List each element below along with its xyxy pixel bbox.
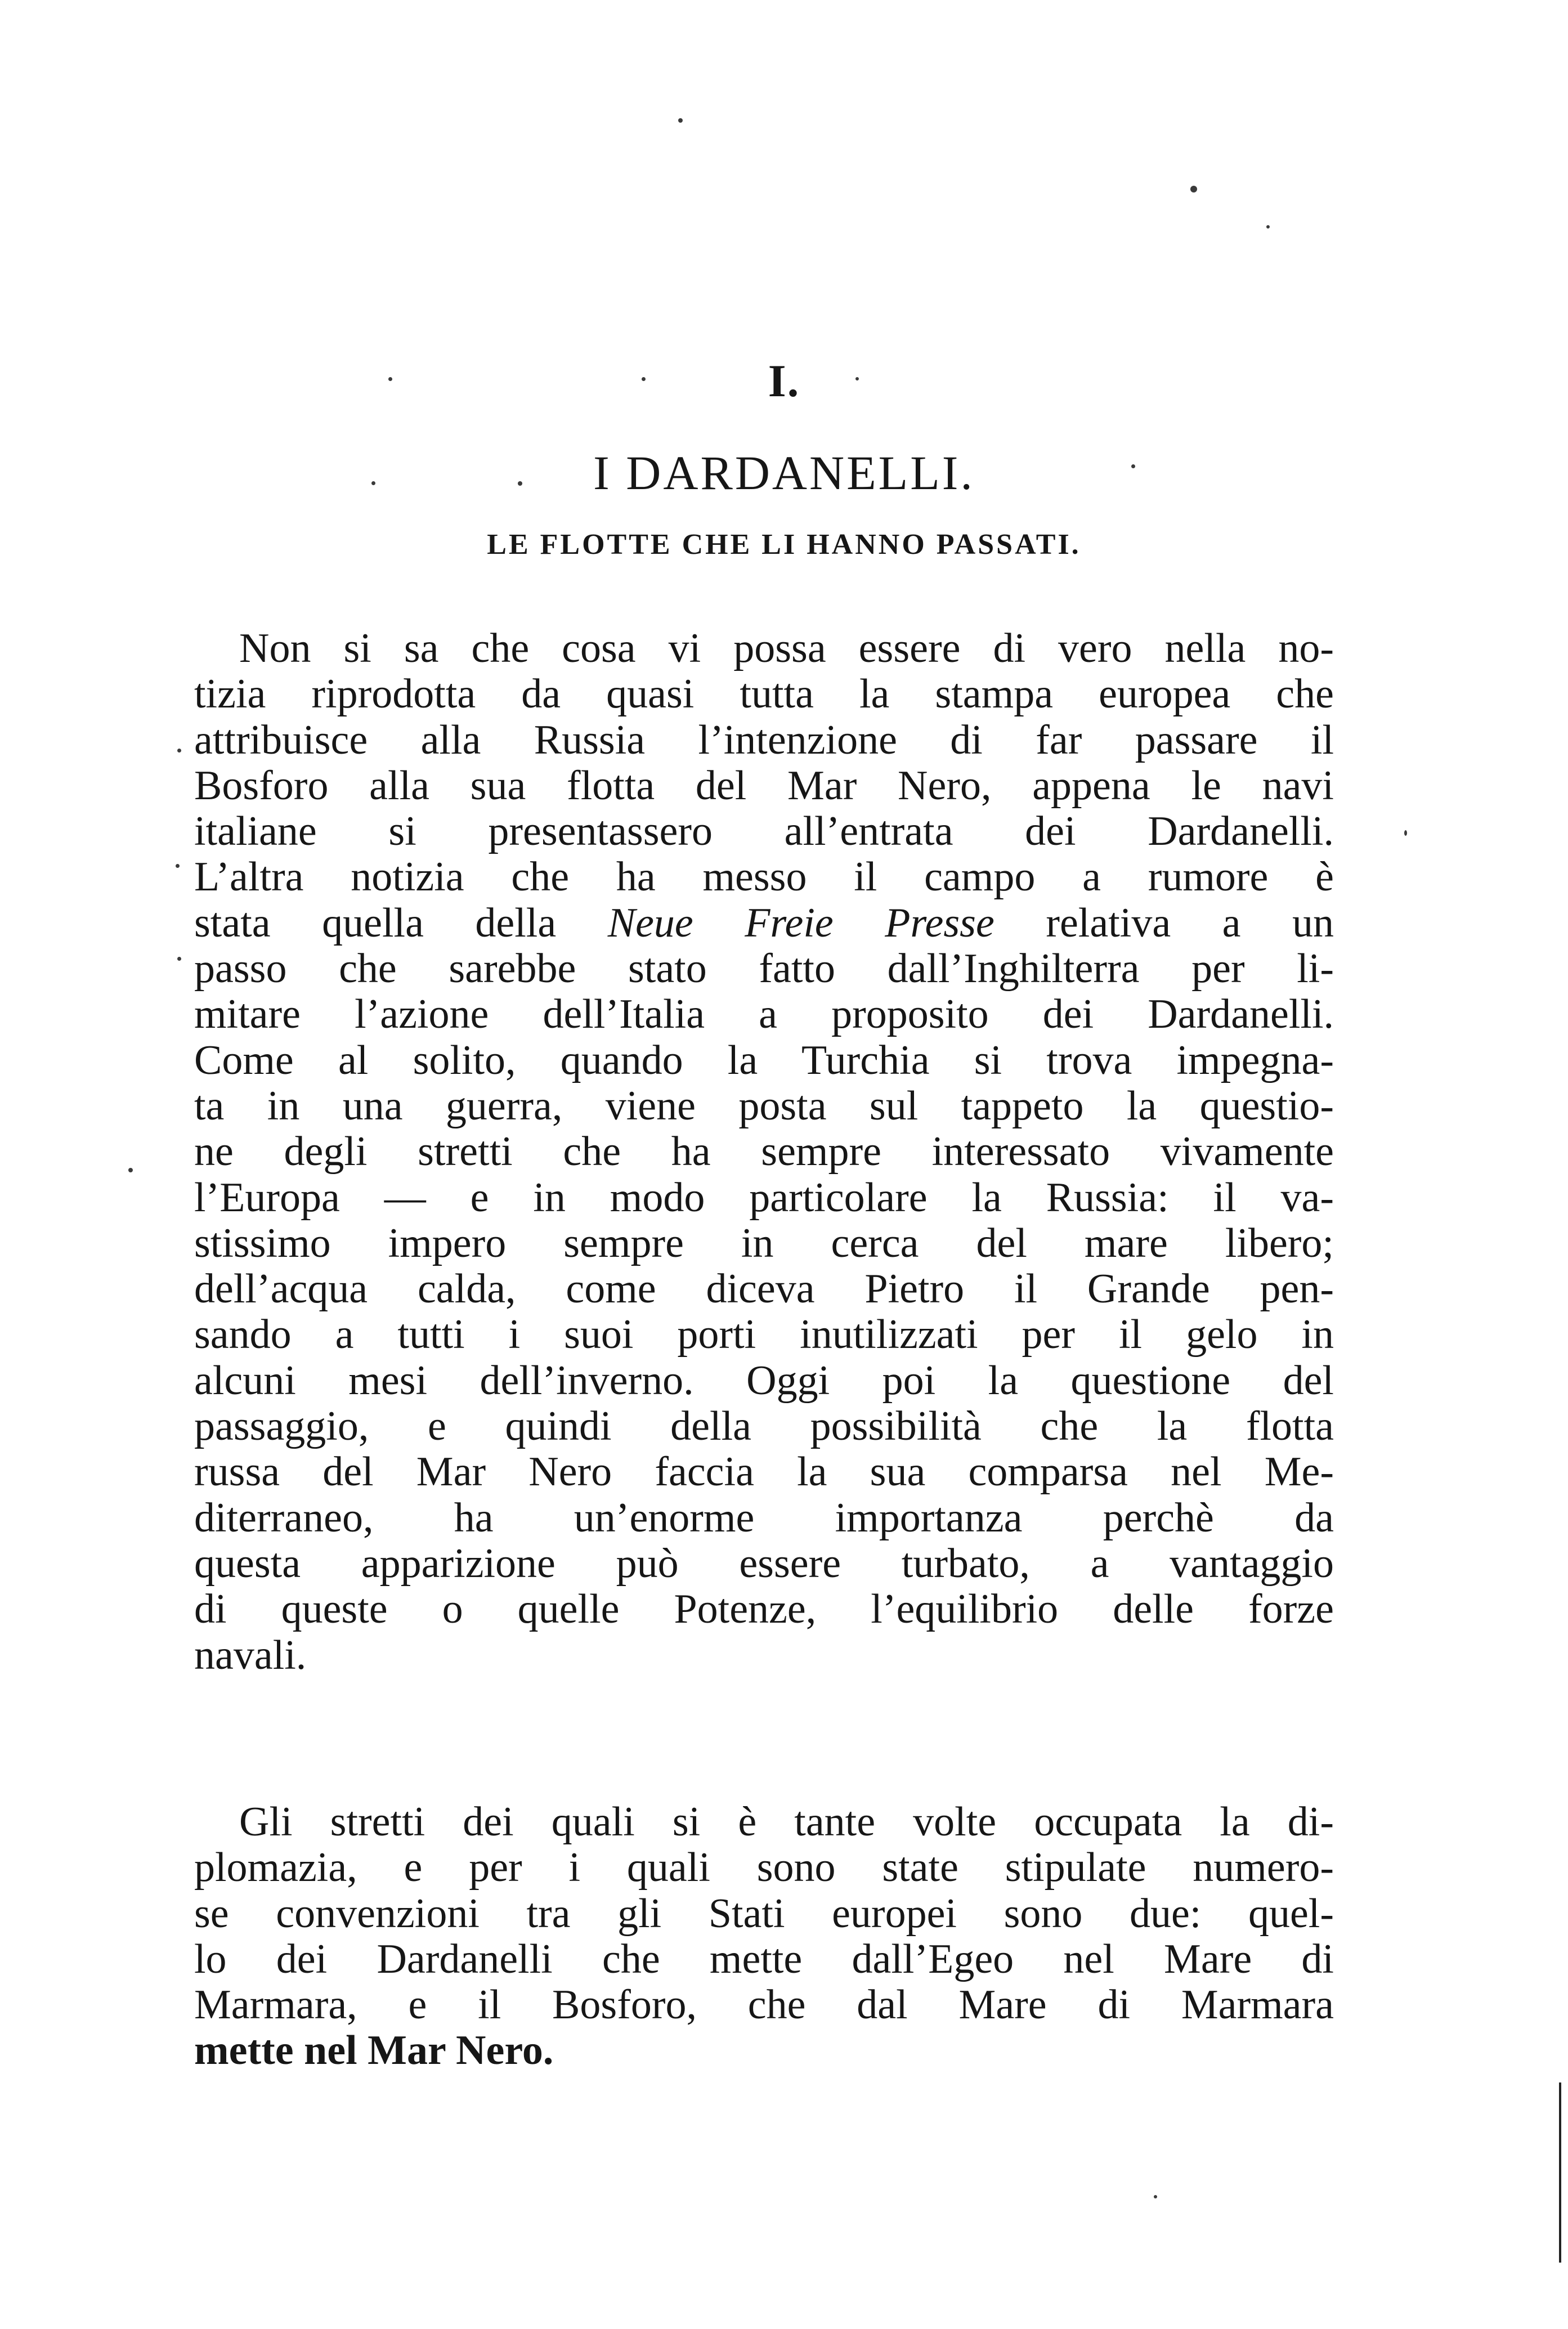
text-line: mitare l’azione dell’Italia a proposito dei Dardanelli.: [194, 991, 1334, 1038]
scan-speck: [1131, 464, 1135, 468]
scan-speck: [371, 481, 375, 485]
text-line: Non si sa che cosa vi possa essere di vero nella no-: [239, 625, 1334, 671]
scan-speck: [678, 118, 683, 123]
scan-speck: [1266, 225, 1270, 229]
text-line: Bosforo alla sua flotta del Mar Nero, appena le navi: [194, 762, 1334, 809]
text-line-with-italic: [194, 901, 1334, 946]
chapter-title: I DARDANELLI.: [593, 446, 975, 500]
text-line: Come al solito, quando la Turchia si trova impegna-: [194, 1037, 1334, 1083]
scan-edge-mark: [1559, 2082, 1561, 2263]
text-line: L’altra notizia che ha messo il campo a rumore è: [194, 854, 1334, 901]
chapter-subtitle: LE FLOTTE CHE LI HANNO PASSATI.: [487, 528, 1081, 561]
text-line: lo dei Dardanelli che mette dall’Egeo nel Mare di: [194, 1936, 1334, 1982]
text-line: stissimo impero sempre in cerca del mare libero;: [194, 1220, 1334, 1266]
text-line: dell’acqua calda, come diceva Pietro il Grande pen-: [194, 1266, 1334, 1313]
scan-speck: [642, 377, 646, 381]
scan-speck: [518, 481, 522, 486]
text-line: alcuni mesi dell’inverno. Oggi poi la questione del: [194, 1357, 1334, 1404]
text-line: ne degli stretti che ha sempre interessato vivamente: [194, 1128, 1334, 1175]
chapter-number: I.: [768, 355, 800, 406]
newspaper-title: Neue Freie Presse: [607, 899, 994, 946]
scan-speck: [1190, 186, 1197, 192]
text-line: questa apparizione può essere turbato, a vantaggio: [194, 1540, 1334, 1587]
text-line: diterraneo, ha un’enorme importanza perchè da: [194, 1494, 1334, 1541]
text-fragment: relativa a un: [1046, 899, 1334, 946]
scan-speck: [1404, 830, 1407, 836]
text-line: Gli stretti dei quali si è tante volte occupata la di-: [239, 1799, 1334, 1845]
text-line: mette nel Mar Nero.: [194, 2027, 554, 2074]
text-line: navali.: [194, 1632, 307, 1678]
text-line: ta in una guerra, viene posta sul tappeto la questio-: [194, 1082, 1334, 1129]
text-line: russa del Mar Nero faccia la sua comparsa nel Me-: [194, 1449, 1334, 1495]
scan-speck: [128, 1168, 133, 1172]
scan-speck: [177, 957, 181, 961]
text-line: passo che sarebbe stato fatto dall’Inghilterra per li-: [194, 946, 1334, 992]
scan-speck: [1154, 2195, 1157, 2198]
text-line: di queste o quelle Potenze, l’equilibrio delle forze: [194, 1586, 1334, 1633]
scan-speck: [177, 749, 181, 753]
text-line: italiane si presentassero all’entrata dei Dardanelli.: [194, 808, 1334, 855]
text-line: plomazia, e per i quali sono state stipulate numero-: [194, 1844, 1334, 1891]
scan-speck: [855, 377, 859, 380]
text-fragment: stata quella della: [194, 899, 557, 946]
text-line: l’Europa — e in modo particolare la Russia: il va-: [194, 1174, 1334, 1221]
text-line: Marmara, e il Bosforo, che dal Mare di Marmara: [194, 1982, 1334, 2028]
scan-speck: [176, 864, 180, 868]
text-line: attribuisce alla Russia l’intenzione di far passare il: [194, 716, 1334, 763]
paragraph-1: [194, 626, 1334, 1678]
text-line: passaggio, e quindi della possibilità che la flotta: [194, 1403, 1334, 1450]
scan-speck: [388, 377, 392, 381]
text-line: sando a tutti i suoi porti inutilizzati per il gelo in: [194, 1311, 1334, 1358]
text-line: se convenzioni tra gli Stati europei sono due: quel-: [194, 1890, 1334, 1937]
paragraph-2: [194, 1799, 1334, 2074]
text-line: tizia riprodotta da quasi tutta la stampa europea che: [194, 671, 1334, 718]
